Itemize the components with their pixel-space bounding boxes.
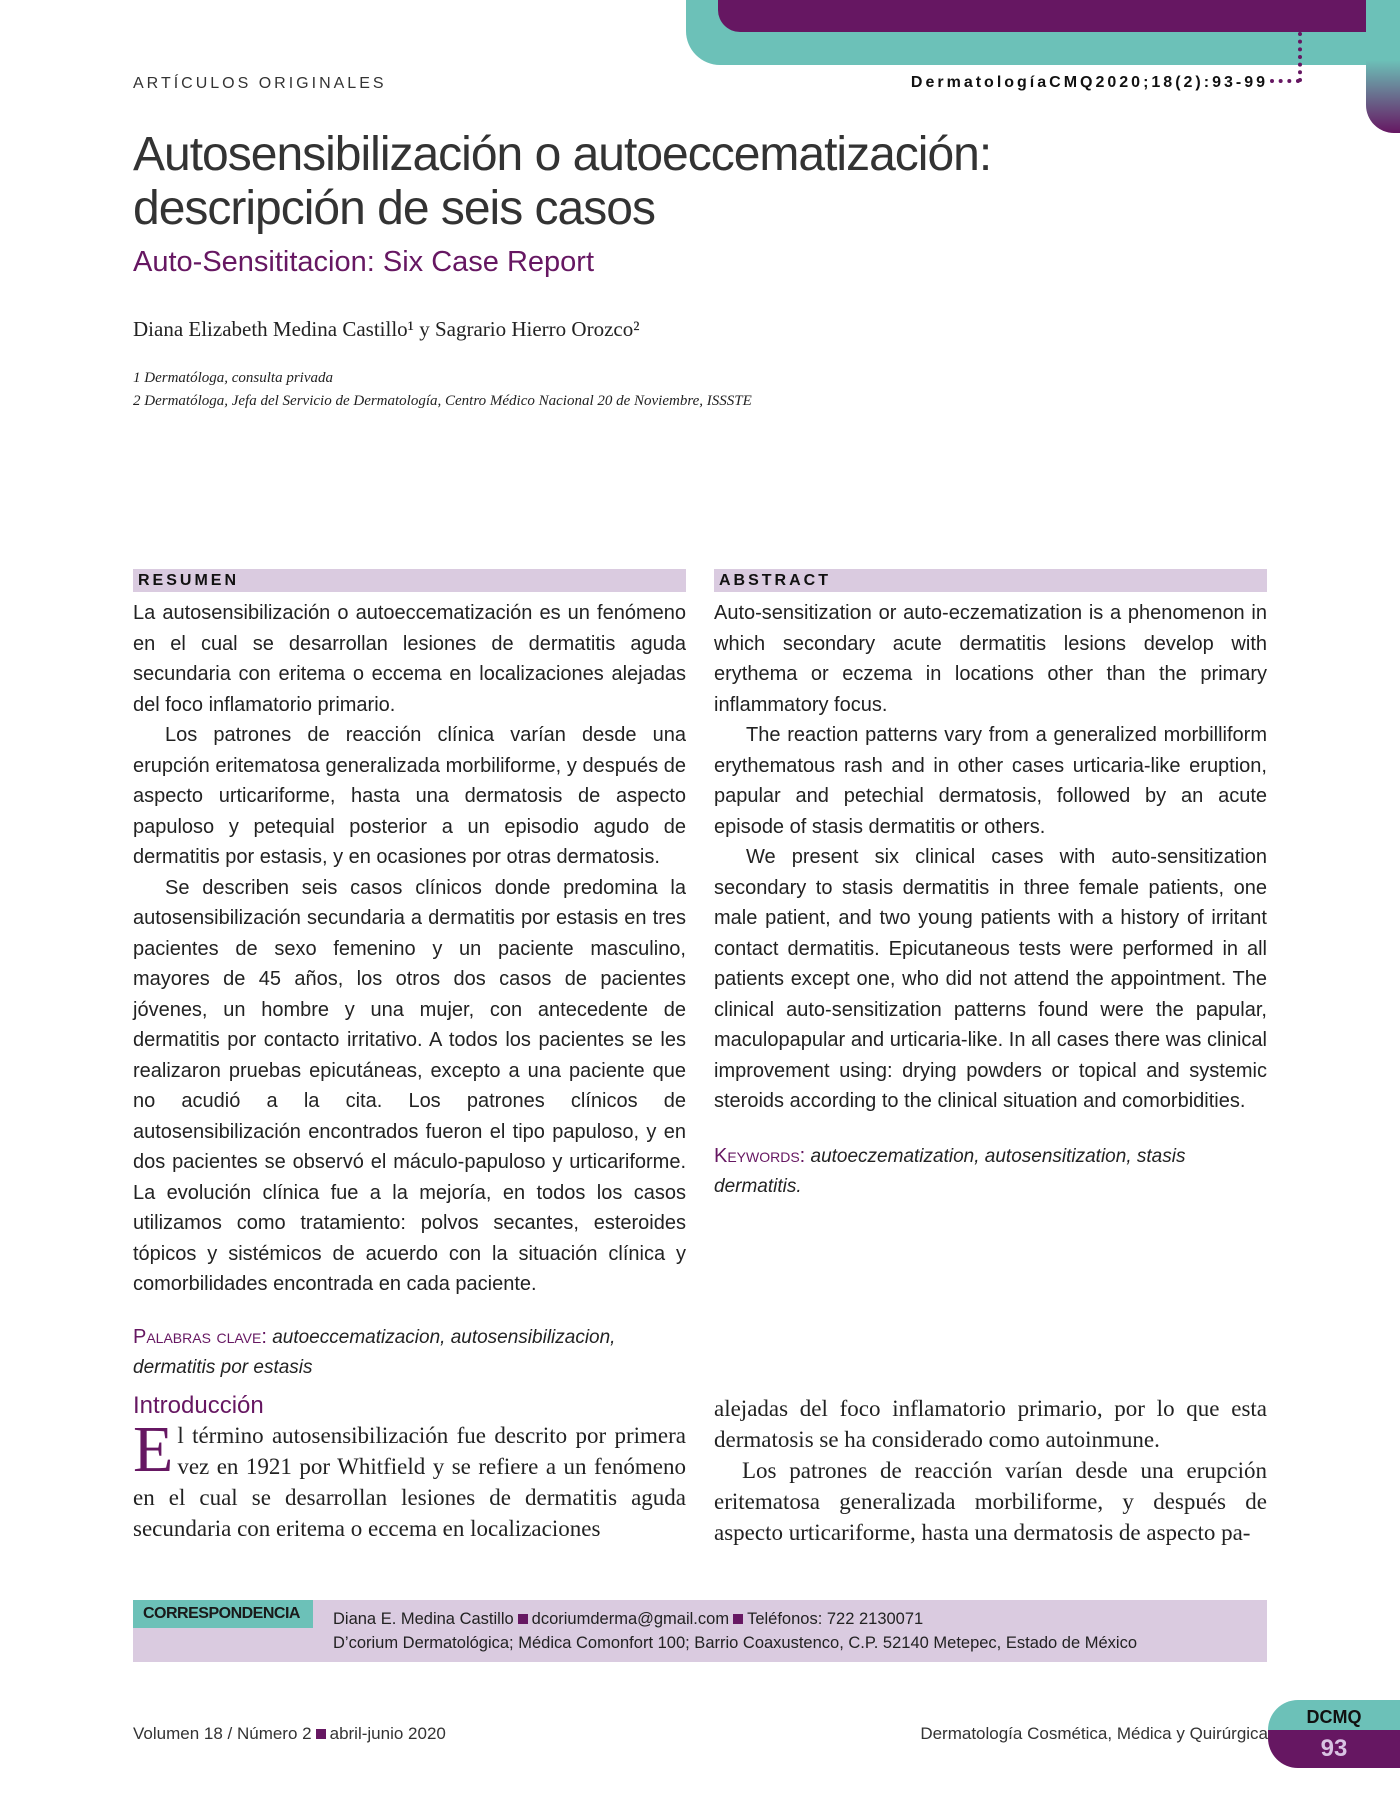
resumen-section <box>133 569 686 1383</box>
intro-column-1 <box>133 1392 686 1544</box>
square-bullet-icon <box>733 1614 743 1624</box>
correspondence-address: D’corium Dermatológica; Médica Comonfort 100; Barrio Coaxustenco, C.P. 52140 Metepec, Estado de México <box>333 1634 1138 1652</box>
authors: Diana Elizabeth Medina Castillo¹ y Sagrario Hierro Orozco² <box>133 317 640 341</box>
intro-heading: Introducción <box>133 1392 264 1419</box>
intro-column-2 <box>714 1393 1267 1548</box>
affiliation: 2 Dermatóloga, Jefa del Servicio de Dermatología, Centro Médico Nacional 20 de Noviembre, ISSSTE <box>133 393 752 409</box>
abstract-heading: ABSTRACT <box>714 569 1267 592</box>
affiliation: 1 Dermatóloga, consulta privada <box>133 370 333 386</box>
journal-abbrev: DCMQ <box>1268 1700 1400 1730</box>
footer-date: abril-junio 2020 <box>329 1724 446 1743</box>
resumen-paragraph: Los patrones de reacción clínica varían desde una erupción eritematosa generalizada morbiliforme, y después de aspecto urticariforme, hasta una dermatosis de aspecto papuloso y petequial posterior a un episodio agudo de dermatitis por estasis, y en ocasiones por otras dermatosis. <box>133 724 686 868</box>
footer-issue <box>133 1724 446 1744</box>
header-decoration-purple <box>718 0 1366 32</box>
dotted-line-decoration <box>1298 32 1302 82</box>
square-bullet-icon <box>518 1614 528 1624</box>
correspondence-phone: Teléfonos: 722 2130071 <box>747 1610 924 1628</box>
correspondence-name: Diana E. Medina Castillo <box>333 1610 514 1628</box>
resumen-keywords <box>133 1322 686 1383</box>
abstract-keywords <box>714 1141 1267 1202</box>
abstract-section <box>714 569 1267 1202</box>
resumen-heading: RESUMEN <box>133 569 686 592</box>
correspondence-contact <box>333 1610 923 1629</box>
square-bullet-icon <box>316 1729 326 1739</box>
title-line: Autosensibilización o autoeccematización: <box>133 128 992 181</box>
header-decoration-strip <box>1366 0 1400 133</box>
correspondence-email[interactable]: dcoriumderma@gmail.com <box>531 1610 730 1628</box>
keywords-label: Keywords: <box>714 1144 806 1167</box>
resumen-paragraph: Se describen seis casos clínicos donde predomina la autosensibilización secundaria a dermatitis por estasis en tres pacientes de sexo femenino y un paciente masculino, mayores de 45 años, los otros dos casos de pacientes jóvenes, un hombre y una mujer, con antecedente de dermatitis por contacto irritativo. A todos los pacientes se les realizaron pruebas epicutáneas, excepto a una paciente que no acudió a la cita. Los patrones clínicos de autosensibilización encontrados fueron el tipo papuloso, y en dos pacientes se observó el máculo-papuloso y urticariforme. La evolución clínica fue a la mejoría, en todos los casos utilizamos como tratamiento: polvos secantes, esteroides tópicos y sistémicos de acuerdo con la situación clínica y comorbilidades encontrada en cada paciente. <box>133 876 686 1295</box>
abstract-paragraph: The reaction patterns vary from a generalized morbilliform erythematous rash and in other cases urticaria-like eruption, papular and petechial dermatosis, followed by an acute episode of stasis dermatitis or others. <box>714 724 1267 838</box>
footer-journal: Dermatología Cosmética, Médica y Quirúrgica <box>920 1724 1268 1743</box>
article-title <box>133 128 991 236</box>
abstract-paragraph: Auto-sensitization or auto-eczematization is a phenomenon in which secondary acute dermatitis lesions develop with erythema or eczema in locations other than the primary inflammatory focus. <box>714 602 1267 716</box>
drop-cap: E <box>133 1413 174 1486</box>
keywords-value: autoeczematization, autosensitization, stasis dermatitis. <box>714 1145 1186 1197</box>
page-number: 93 <box>1268 1730 1400 1768</box>
page-tab <box>1268 1700 1400 1768</box>
dotted-line-decoration <box>1270 79 1300 83</box>
correspondence-label: CORRESPONDENCIA <box>133 1600 313 1628</box>
intro-paragraph: Los patrones de reacción varían desde una erupción eritematosa generalizada morbiliforme, y después de aspecto urticariforme, hasta una dermatosis de aspecto pa- <box>714 1458 1267 1545</box>
citation: DermatologíaCMQ2020;18(2):93-99 <box>910 74 1268 91</box>
footer-volume: Volumen 18 / Número 2 <box>133 1724 312 1743</box>
abstract-paragraph: We present six clinical cases with auto-sensitization secondary to stasis dermatitis in three female patients, one male patient, and two young patients with a history of irritant contact dermatitis. Epicutaneous tests were performed in all patients except one, who did not attend the appointment. The clinical auto-sensitization patterns found were the papular, maculopapular and urticaria-like. In all cases there was clinical improvement using: drying powders or topical and systemic steroids according to the clinical situation and comorbidities. <box>714 846 1267 1112</box>
keywords-label: Palabras clave: <box>133 1325 267 1348</box>
title-line: descripción de seis casos <box>133 182 655 235</box>
section-label: ARTÍCULOS ORIGINALES <box>133 75 387 92</box>
english-title: Auto-Sensititacion: Six Case Report <box>133 246 594 278</box>
correspondence-box <box>133 1600 1267 1662</box>
intro-paragraph: l término autosensibilización fue descrito por primera vez en 1921 por Whitfield y se refiere a un fenómeno en el cual se desarrollan lesiones de dermatitis aguda secundaria con eritema o eccema en localizaciones <box>133 1423 686 1541</box>
intro-paragraph: alejadas del foco inflamatorio primario, por lo que esta dermatosis se ha considerado como autoinmune. <box>714 1396 1267 1452</box>
keywords-value: autoeccematizacion, autosensibilizacion, dermatitis por estasis <box>133 1326 616 1378</box>
resumen-paragraph: La autosensibilización o autoeccematización es un fenómeno en el cual se desarrollan lesiones de dermatitis aguda secundaria con eritema o eccema en localizaciones alejadas del foco inflamatorio primario. <box>133 602 686 716</box>
